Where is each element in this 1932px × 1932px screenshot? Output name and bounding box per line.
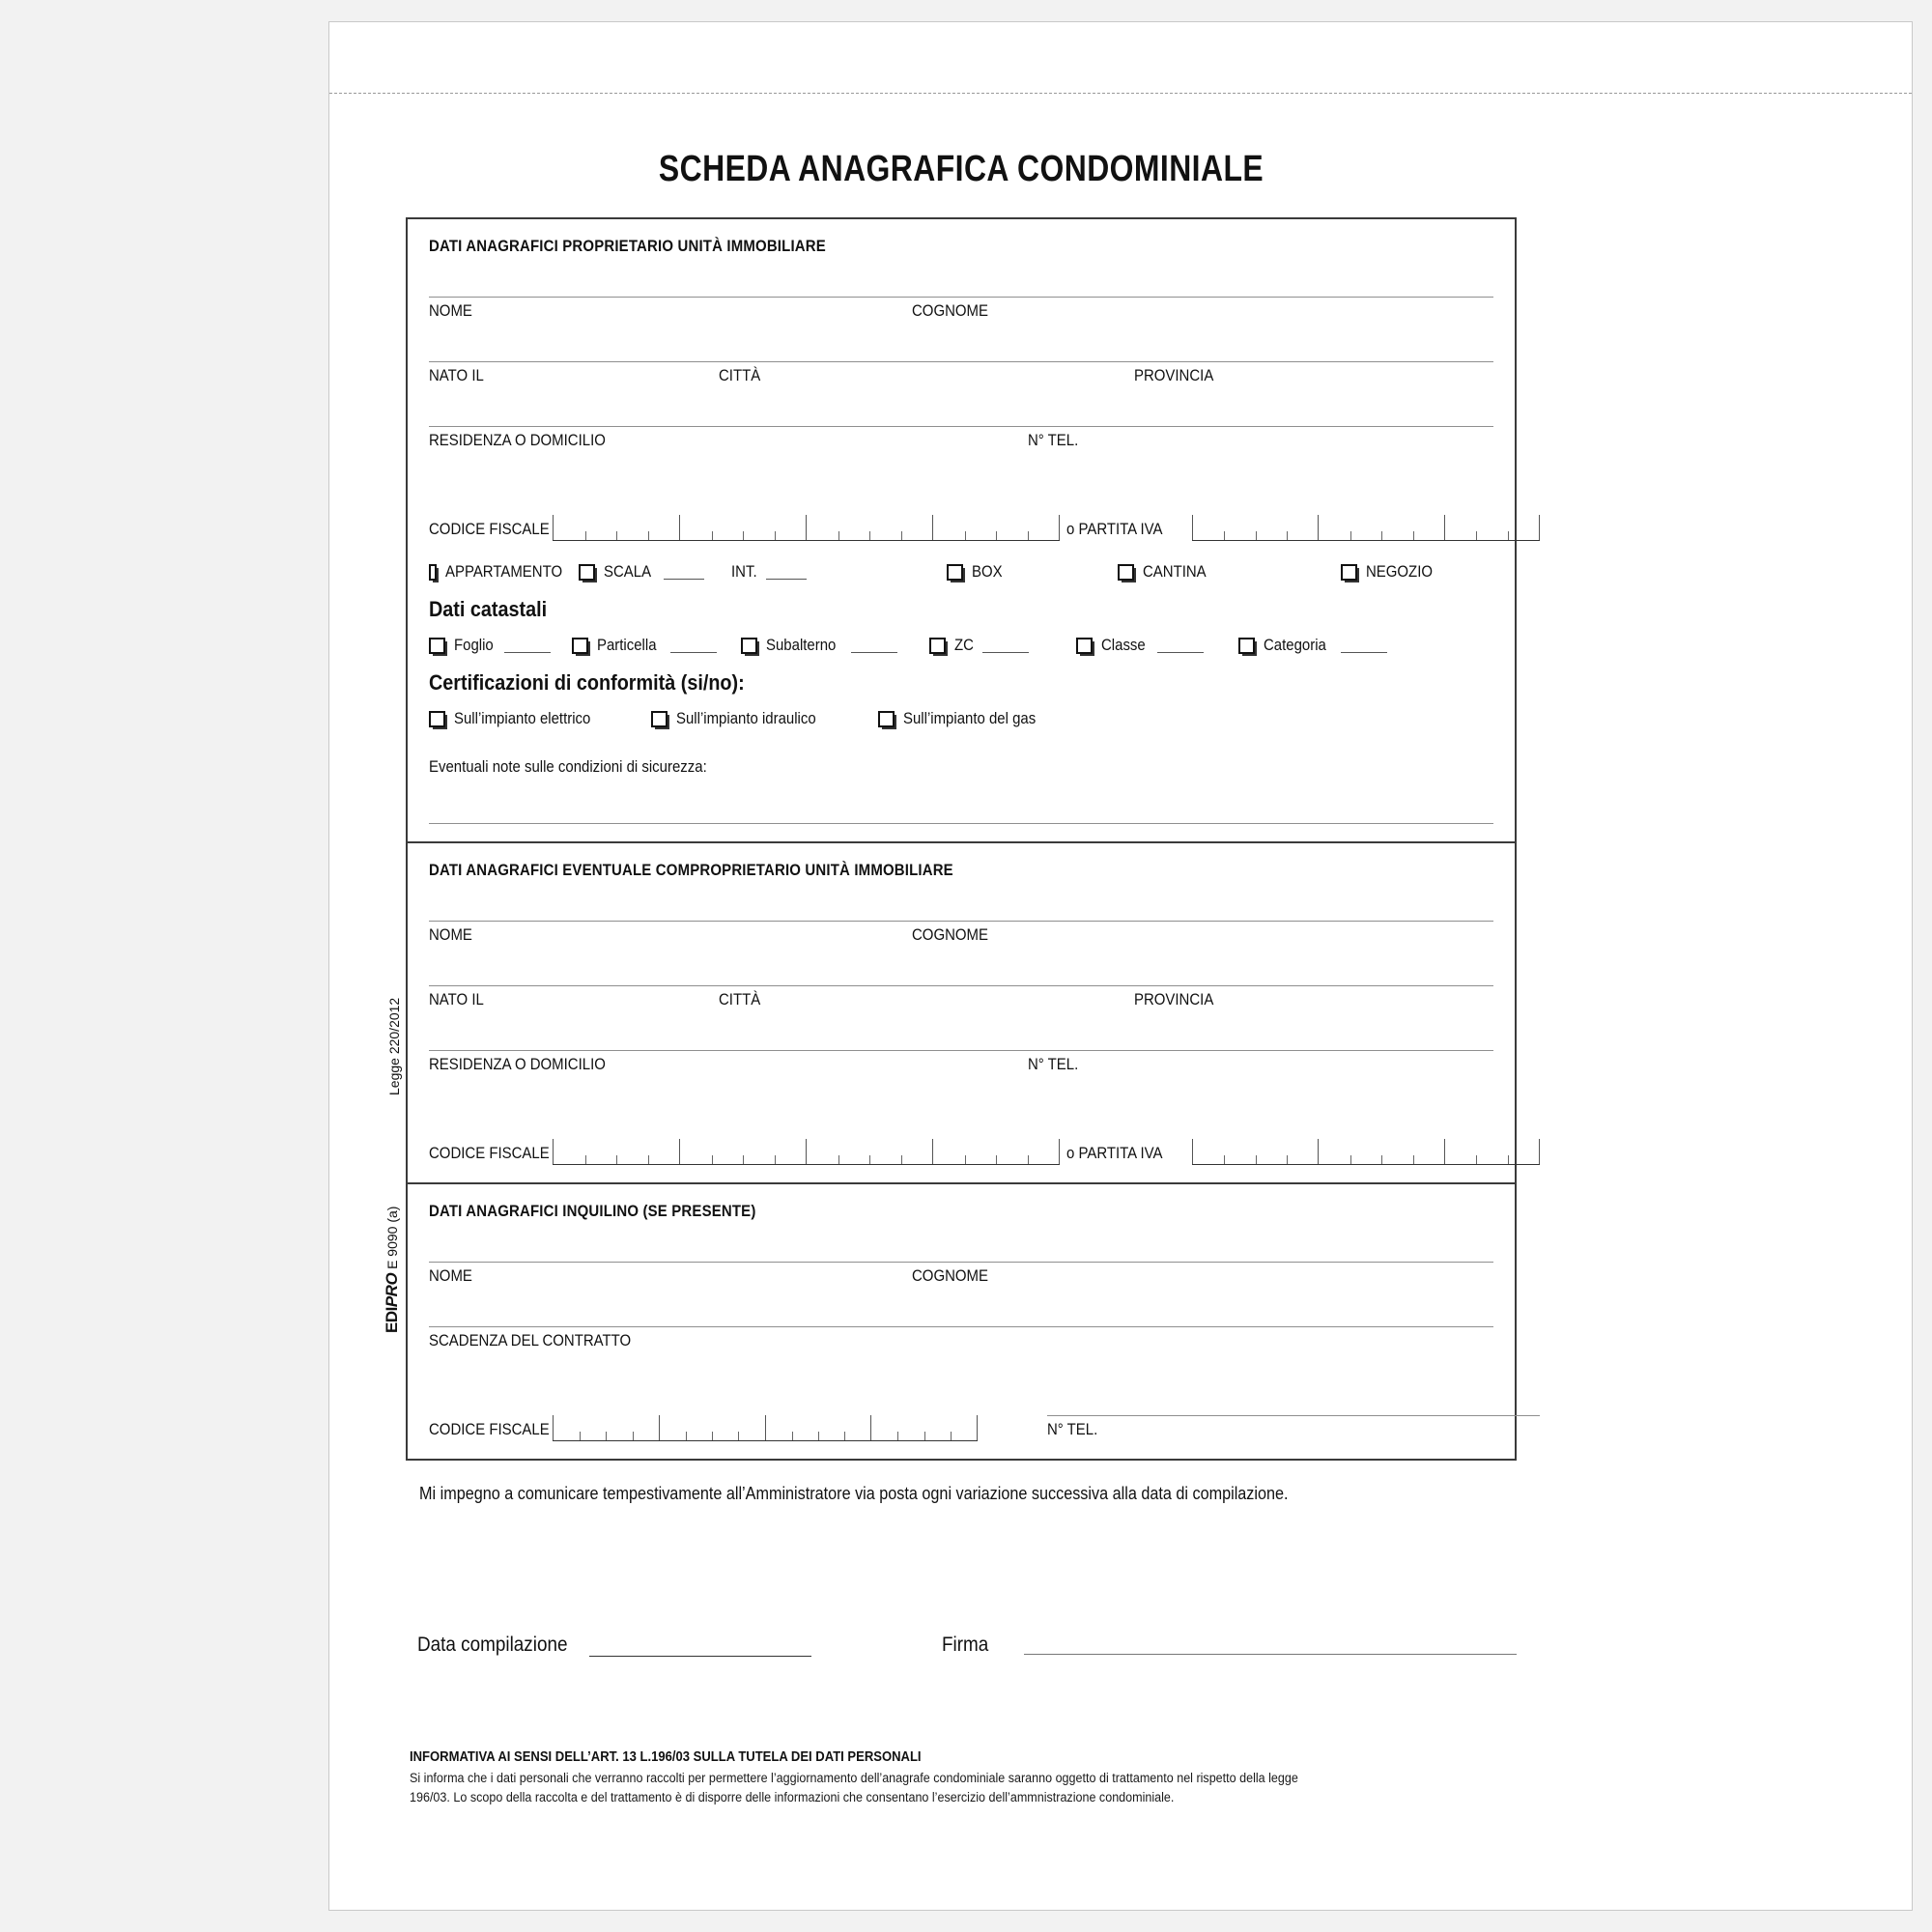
- comb-cell[interactable]: [965, 1139, 997, 1164]
- subheading-dati-catastali: Dati catastali: [429, 597, 548, 621]
- label-zc: ZC: [954, 636, 974, 654]
- comb-cell[interactable]: [838, 515, 870, 540]
- comb-cell[interactable]: [1508, 1139, 1539, 1164]
- comb-cell[interactable]: [775, 515, 807, 540]
- comb-cell[interactable]: [679, 515, 712, 540]
- section-proprietario: [408, 219, 1515, 841]
- field-row-codice-fiscale-inquilino[interactable]: [429, 1391, 1493, 1449]
- comb-cell[interactable]: [1028, 515, 1060, 540]
- comb-cell[interactable]: [679, 1139, 712, 1164]
- comb-cell[interactable]: [738, 1415, 764, 1440]
- checkbox-item-scala[interactable]: [579, 562, 704, 582]
- checkbox-item-classe[interactable]: [1076, 636, 1238, 655]
- product-code-text: E 9090 (a): [384, 1206, 400, 1269]
- comb-cell[interactable]: [783, 1634, 811, 1656]
- comb-cell[interactable]: [1476, 515, 1507, 540]
- codice-fiscale-comb-co[interactable]: [553, 1139, 1060, 1165]
- certificazioni-checkbox-row: [429, 709, 1493, 728]
- label-classe: Classe: [1101, 636, 1146, 654]
- input-line-subalterno[interactable]: [851, 639, 897, 653]
- comb-cell[interactable]: [686, 1415, 712, 1440]
- comb-cell[interactable]: [648, 1139, 680, 1164]
- catastali-checkbox-row: [429, 636, 1493, 655]
- label-citta: CITTÀ: [719, 366, 761, 384]
- field-row-codice-fiscale-comproprietario[interactable]: [429, 1115, 1493, 1173]
- comb-cell[interactable]: [712, 1415, 738, 1440]
- checkbox-impianto-gas[interactable]: [878, 711, 895, 727]
- comb-cell[interactable]: [869, 515, 901, 540]
- comb-cell[interactable]: [585, 515, 617, 540]
- checkbox-item-box[interactable]: [947, 562, 1007, 582]
- comb-cell[interactable]: [1318, 515, 1350, 540]
- comb-end-cap: [977, 1415, 978, 1440]
- comb-cell[interactable]: [996, 1139, 1028, 1164]
- field-row-scadenza-contratto[interactable]: [429, 1326, 1493, 1391]
- checkbox-box[interactable]: [947, 564, 963, 581]
- comb-cell[interactable]: [585, 1139, 617, 1164]
- form-container: [406, 217, 1517, 1461]
- comb-cell[interactable]: [659, 1415, 686, 1440]
- checkbox-item-int[interactable]: [731, 562, 807, 582]
- input-line-classe[interactable]: [1157, 639, 1204, 653]
- label-cognome: COGNOME: [912, 301, 988, 320]
- comb-end-cap: [1059, 1139, 1060, 1164]
- label-scadenza-contratto: SCADENZA DEL CONTRATTO: [429, 1331, 632, 1350]
- checkbox-item-subalterno[interactable]: [741, 636, 929, 655]
- comb-cell[interactable]: [1224, 1139, 1255, 1164]
- comb-cell[interactable]: [756, 1634, 784, 1656]
- comb-cell[interactable]: [1444, 1139, 1476, 1164]
- checkbox-subalterno[interactable]: [741, 638, 757, 654]
- section-comproprietario: [408, 841, 1515, 1182]
- partita-iva-comb[interactable]: [1192, 515, 1540, 541]
- comb-cell[interactable]: [1350, 515, 1381, 540]
- subheading-certificazioni: Certificazioni di conformità (si/no):: [429, 670, 745, 695]
- comb-cell[interactable]: [743, 515, 775, 540]
- comb-cell[interactable]: [553, 1139, 585, 1164]
- label-impianto-gas: Sull’impianto del gas: [903, 709, 1037, 727]
- label-box: BOX: [971, 562, 1003, 581]
- label-partita-iva-co: o PARTITA IVA: [1066, 1144, 1163, 1162]
- comb-cell[interactable]: [589, 1634, 617, 1656]
- label-cantina: CANTINA: [1142, 562, 1207, 581]
- firma-signature-line[interactable]: [1024, 1654, 1517, 1655]
- comb-end-cap: [1539, 515, 1540, 540]
- checkbox-item-foglio[interactable]: [429, 636, 572, 655]
- checkbox-scala[interactable]: [579, 564, 595, 581]
- privacy-heading: INFORMATIVA AI SENSI DELL’ART. 13 L.196/03 SULLA TUTELA DEI DATI PERSONALI: [410, 1749, 922, 1765]
- date-signature-row: [406, 1608, 1517, 1666]
- label-subalterno: Subalterno: [766, 636, 837, 654]
- comb-cell[interactable]: [792, 1415, 818, 1440]
- comb-cell[interactable]: [1287, 1139, 1318, 1164]
- label-tel: N° TEL.: [1028, 431, 1079, 449]
- notes-rule: [429, 823, 1493, 824]
- label-cognome-inq: COGNOME: [912, 1266, 988, 1285]
- checkbox-zc[interactable]: [929, 638, 946, 654]
- comb-cell[interactable]: [1287, 515, 1318, 540]
- comb-cell[interactable]: [580, 1415, 606, 1440]
- data-compilazione-comb[interactable]: [589, 1634, 811, 1657]
- label-nome: NOME: [429, 301, 472, 320]
- comb-cell[interactable]: [870, 1415, 897, 1440]
- comb-cell[interactable]: [1256, 1139, 1287, 1164]
- side-law-reference: Legge 220/2012: [386, 997, 402, 1095]
- input-line-zc[interactable]: [982, 639, 1029, 653]
- label-cognome-co: COGNOME: [912, 925, 988, 944]
- label-particella: Particella: [597, 636, 657, 654]
- label-nome-inq: NOME: [429, 1266, 472, 1285]
- comb-cell[interactable]: [648, 515, 680, 540]
- comb-cell[interactable]: [1508, 515, 1539, 540]
- label-residenza: RESIDENZA O DOMICILIO: [429, 431, 606, 449]
- comb-cell[interactable]: [806, 1139, 838, 1164]
- label-provincia: PROVINCIA: [1134, 366, 1214, 384]
- security-notes-field[interactable]: [429, 757, 1493, 832]
- field-row-residenza-tel-co[interactable]: [429, 1050, 1493, 1115]
- comb-cell[interactable]: [1350, 1139, 1381, 1164]
- comb-cell[interactable]: [728, 1634, 756, 1656]
- comb-cell[interactable]: [1413, 1139, 1444, 1164]
- checkbox-item-zc[interactable]: [929, 636, 1076, 655]
- comb-cell[interactable]: [901, 1139, 933, 1164]
- section-heading-comproprietario: DATI ANAGRAFICI EVENTUALE COMPROPRIETARIO UNITÀ IMMOBILIARE: [429, 861, 953, 879]
- side-product-code: [383, 1207, 402, 1333]
- comb-cell[interactable]: [996, 515, 1028, 540]
- edipro-logo: EDIPRO: [383, 1272, 401, 1333]
- comb-cell[interactable]: [1256, 515, 1287, 540]
- comb-cell[interactable]: [932, 515, 965, 540]
- label-foglio: Foglio: [454, 636, 494, 654]
- comb-cell[interactable]: [901, 515, 933, 540]
- input-line-scala[interactable]: [664, 565, 704, 580]
- checkbox-item-categoria[interactable]: [1238, 636, 1387, 655]
- privacy-body: Si informa che i dati personali che verranno raccolti per permettere l’aggiornamento dell’anagrafe condominiale saranno oggetto di trattamento nel rispetto della legge 196/03. Lo scopo della raccolta e del trattamento è di disporre delle informazioni che consentano l’esercizio dell’ammnistrazione condominiale.: [410, 1771, 1298, 1805]
- codice-fiscale-comb[interactable]: [553, 515, 1060, 541]
- label-impianto-idraulico: Sull’impianto idraulico: [676, 709, 816, 727]
- checkbox-classe[interactable]: [1076, 638, 1093, 654]
- label-codice-fiscale: CODICE FISCALE: [429, 520, 550, 538]
- partita-iva-comb-co[interactable]: [1192, 1139, 1540, 1165]
- field-row-nome-cognome-co[interactable]: [429, 921, 1493, 985]
- comb-cell[interactable]: [765, 1415, 792, 1440]
- section-heading-inquilino: DATI ANAGRAFICI INQUILINO (SE PRESENTE): [429, 1202, 756, 1220]
- checkbox-categoria[interactable]: [1238, 638, 1255, 654]
- label-nato-il-co: NATO IL: [429, 990, 484, 1009]
- checkbox-item-impianto-elettrico[interactable]: [429, 709, 651, 728]
- comb-cell[interactable]: [951, 1415, 977, 1440]
- checkbox-negozio[interactable]: [1341, 564, 1357, 581]
- privacy-notice: [410, 1749, 1517, 1808]
- label-tel-co: N° TEL.: [1028, 1055, 1079, 1073]
- comb-cell[interactable]: [1192, 1139, 1224, 1164]
- comb-cell[interactable]: [553, 515, 585, 540]
- input-line-particella[interactable]: [670, 639, 717, 653]
- comb-end-cap: [1539, 1139, 1540, 1164]
- checkbox-item-cantina[interactable]: [1118, 562, 1215, 582]
- field-row-nome-cognome-inq[interactable]: [429, 1262, 1493, 1326]
- comb-cell[interactable]: [712, 1139, 744, 1164]
- comb-cell[interactable]: [1476, 1139, 1507, 1164]
- document-body: [406, 126, 1517, 1808]
- comb-cell[interactable]: [1224, 515, 1255, 540]
- tear-off-perforation-line: [329, 93, 1912, 94]
- checkbox-impianto-elettrico[interactable]: [429, 711, 445, 727]
- comb-cell[interactable]: [553, 1415, 580, 1440]
- comb-cell[interactable]: [1381, 515, 1412, 540]
- label-codice-fiscale-co: CODICE FISCALE: [429, 1144, 550, 1162]
- comb-cell[interactable]: [924, 1415, 951, 1440]
- commitment-statement: Mi impegno a comunicare tempestivamente all’Amministratore via posta ogni variazione successiva alla data di compilazione.: [419, 1484, 1289, 1503]
- comb-cell[interactable]: [932, 1139, 965, 1164]
- label-nato-il: NATO IL: [429, 366, 484, 384]
- checkbox-item-impianto-idraulico[interactable]: [651, 709, 878, 728]
- input-line-int[interactable]: [766, 565, 807, 580]
- comb-cell[interactable]: [606, 1415, 632, 1440]
- comb-cell[interactable]: [838, 1139, 870, 1164]
- comb-cell[interactable]: [1381, 1139, 1412, 1164]
- input-line-foglio[interactable]: [504, 639, 551, 653]
- comb-cell[interactable]: [869, 1139, 901, 1164]
- comb-cell[interactable]: [965, 515, 997, 540]
- comb-cell[interactable]: [712, 515, 744, 540]
- label-nome-co: NOME: [429, 925, 472, 944]
- comb-cell[interactable]: [1318, 1139, 1350, 1164]
- comb-cell[interactable]: [616, 1139, 648, 1164]
- comb-end-cap: [1059, 515, 1060, 540]
- label-int: INT.: [730, 562, 757, 581]
- checkbox-item-particella[interactable]: [572, 636, 741, 655]
- comb-cell[interactable]: [616, 515, 648, 540]
- checkbox-particella[interactable]: [572, 638, 588, 654]
- field-row-codice-fiscale-proprietario[interactable]: [429, 491, 1493, 549]
- section-inquilino: [408, 1182, 1515, 1459]
- label-firma: Firma: [942, 1634, 989, 1656]
- checkbox-appartamento[interactable]: [429, 564, 437, 581]
- tel-rule-inq[interactable]: [1047, 1414, 1540, 1416]
- comb-cell[interactable]: [645, 1634, 673, 1656]
- label-residenza-co: RESIDENZA O DOMICILIO: [429, 1055, 606, 1073]
- label-appartamento: APPARTAMENTO: [445, 562, 563, 581]
- comb-cell[interactable]: [844, 1415, 870, 1440]
- label-impianto-elettrico: Sull’impianto elettrico: [454, 709, 591, 727]
- label-data-compilazione: Data compilazione: [417, 1634, 568, 1656]
- codice-fiscale-comb-inq[interactable]: [553, 1415, 978, 1441]
- checkbox-cantina[interactable]: [1118, 564, 1134, 581]
- label-negozio: NEGOZIO: [1365, 562, 1433, 581]
- checkbox-item-negozio[interactable]: [1341, 562, 1441, 582]
- label-categoria: Categoria: [1264, 636, 1326, 654]
- input-line-categoria[interactable]: [1341, 639, 1387, 653]
- checkbox-item-appartamento[interactable]: [429, 562, 579, 582]
- label-codice-fiscale-inq: CODICE FISCALE: [429, 1420, 550, 1438]
- comb-cell[interactable]: [1192, 515, 1224, 540]
- comb-cell[interactable]: [806, 515, 838, 540]
- comb-cell[interactable]: [617, 1634, 645, 1656]
- comb-cell[interactable]: [1444, 515, 1476, 540]
- label-tel-inq: N° TEL.: [1047, 1420, 1098, 1438]
- label-citta-co: CITTÀ: [719, 990, 761, 1009]
- unit-type-checkbox-row: [429, 562, 1493, 582]
- comb-cell[interactable]: [897, 1415, 923, 1440]
- comb-cell[interactable]: [775, 1139, 807, 1164]
- checkbox-foglio[interactable]: [429, 638, 445, 654]
- comb-cell[interactable]: [1413, 515, 1444, 540]
- label-partita-iva: o PARTITA IVA: [1066, 520, 1163, 538]
- field-row-residenza-tel[interactable]: [429, 426, 1493, 491]
- comb-cell[interactable]: [672, 1634, 700, 1656]
- section-heading-proprietario: DATI ANAGRAFICI PROPRIETARIO UNITÀ IMMOBILIARE: [429, 237, 826, 255]
- page-title: SCHEDA ANAGRAFICA CONDOMINIALE: [658, 149, 1264, 189]
- comb-cell[interactable]: [1028, 1139, 1060, 1164]
- comb-cell[interactable]: [818, 1415, 844, 1440]
- label-eventuali-note: Eventuali note sulle condizioni di sicurezza:: [429, 757, 707, 776]
- checkbox-item-impianto-gas[interactable]: [878, 709, 1054, 728]
- comb-cell[interactable]: [700, 1634, 728, 1656]
- label-scala: SCALA: [604, 562, 652, 581]
- field-row-nato-citta-provincia[interactable]: [429, 361, 1493, 426]
- label-provincia-co: PROVINCIA: [1134, 990, 1214, 1009]
- comb-cell[interactable]: [743, 1139, 775, 1164]
- field-row-nato-citta-provincia-co[interactable]: [429, 985, 1493, 1050]
- field-row-nome-cognome[interactable]: [429, 297, 1493, 361]
- checkbox-impianto-idraulico[interactable]: [651, 711, 668, 727]
- comb-cell[interactable]: [633, 1415, 659, 1440]
